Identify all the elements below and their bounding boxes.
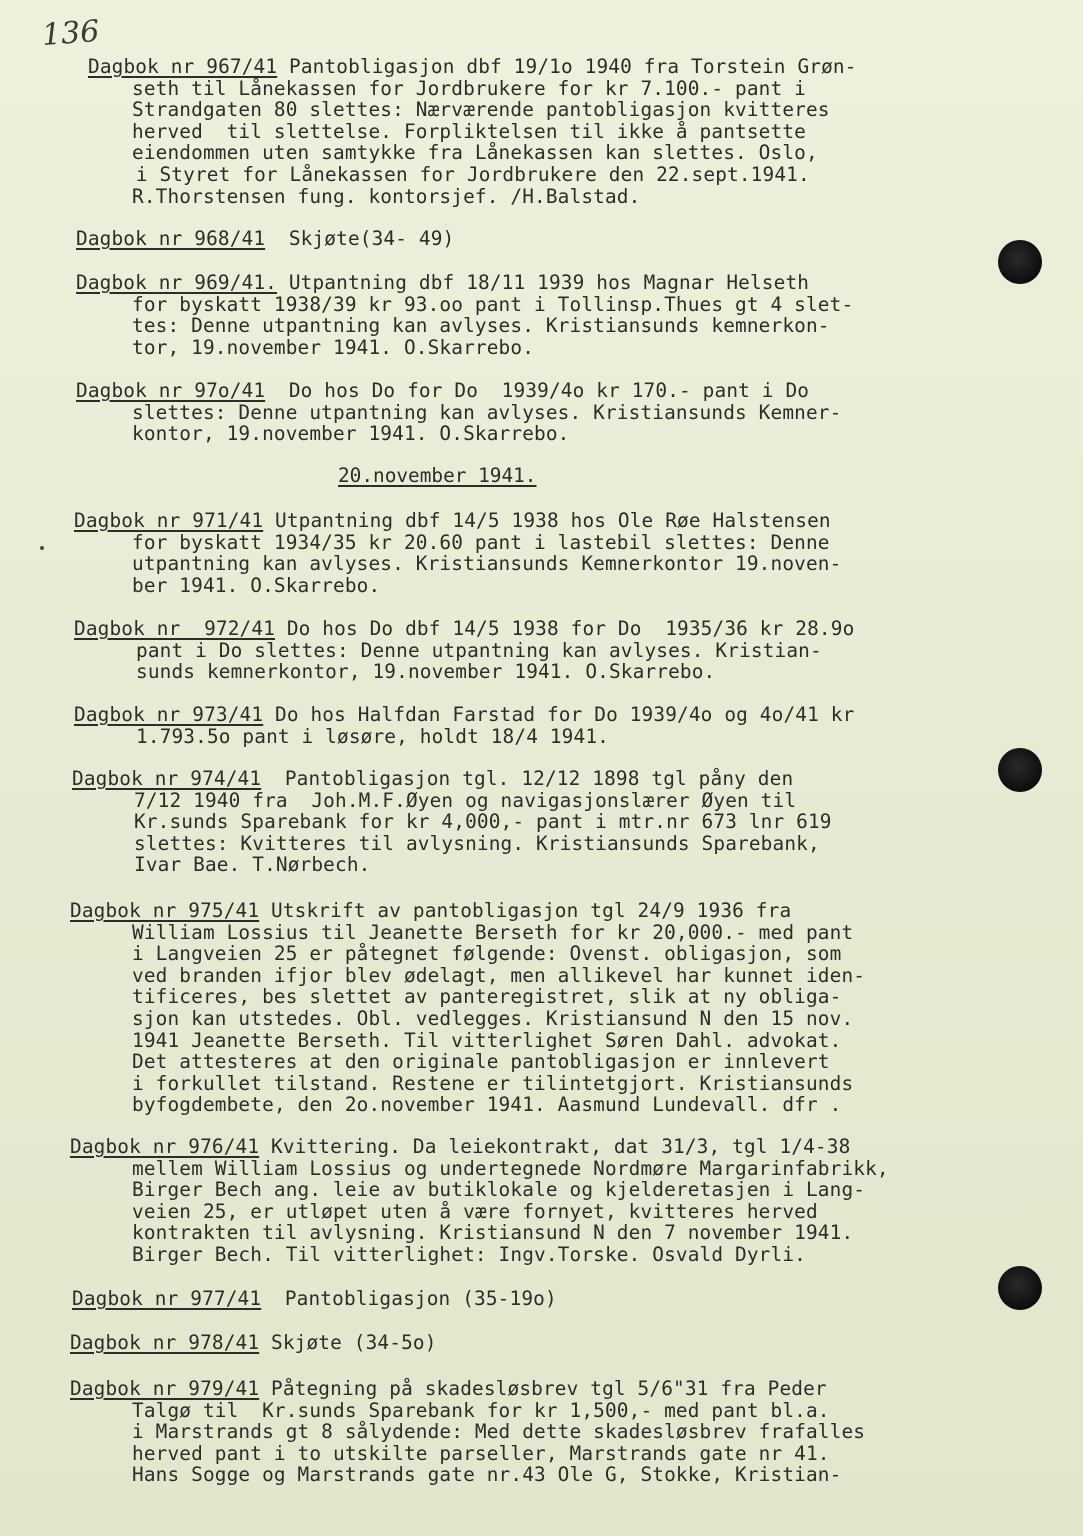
entry-line: Det attesteres at den originale pantobligasjon er innlevert (132, 1050, 830, 1074)
ledger-entry-968 (76, 228, 454, 250)
entry-line: i Marstrands gt 8 sålydende: Med dette skadesløsbrev frafalles (132, 1420, 866, 1444)
ledger-entry-972 (74, 618, 854, 683)
entry-ref: Dagbok nr 976/41 (70, 1135, 260, 1158)
entry-line: herved til slettelse. Forpliktelsen til ikke å pantsette (132, 119, 806, 143)
entry-line: byfogdembete, den 2o.november 1941. Aasmund Lundevall. dfr . (132, 1093, 842, 1117)
entry-line: 1.793.5o pant i løsøre, holdt 18/4 1941. (136, 724, 609, 748)
entry-text: Pantobligasjon dbf 19/1o 1940 fra Torstein Grøn- (277, 55, 857, 78)
ledger-entry-969 (76, 272, 853, 358)
ledger-entry-971 (74, 510, 841, 596)
ledger-entry-977 (72, 1288, 557, 1310)
entry-ref: Dagbok nr 971/41 (74, 509, 264, 532)
entry-line: R.Thorstensen fung. kontorsjef. /H.Balstad. (132, 184, 641, 208)
entry-ref: Dagbok nr 97o/41 (76, 379, 266, 402)
ledger-entry-979 (70, 1378, 865, 1486)
entry-text: Do hos Do dbf 14/5 1938 for Do 1935/36 kr 28.9o (275, 617, 855, 640)
entry-first-line (74, 618, 854, 640)
ledger-entry-975 (70, 900, 865, 1116)
entry-line: kontrakten til avlysning. Kristiansund N den 7 november 1941. (132, 1221, 854, 1245)
entry-text: Do hos Do for Do 1939/4o kr 170.- pant i Do (265, 379, 810, 402)
entry-ref: Dagbok nr 975/41 (70, 899, 260, 922)
entry-text: Utpantning dbf 18/11 1939 hos Magnar Helseth (277, 271, 810, 294)
page-number: 136 (40, 14, 101, 53)
entry-first-line (88, 56, 857, 78)
entry-first-line (76, 228, 454, 250)
entry-line: Birger Bech ang. leie av butiklokale og kjelderetasjen i Lang- (132, 1178, 866, 1202)
entry-line: ber 1941. O.Skarrebo. (132, 573, 381, 597)
entry-line: tificeres, bes slettet av panteregistret, slik at ny obliga- (132, 985, 842, 1009)
punch-hole (998, 1266, 1042, 1310)
entry-line: Ivar Bae. T.Nørbech. (134, 853, 371, 877)
entry-line: kontor, 19.november 1941. O.Skarrebo. (132, 422, 570, 446)
entry-line: eiendommen uten samtykke fra Lånekassen kan slettes. Oslo, (132, 141, 818, 165)
entry-line: pant i Do slettes: Denne utpantning kan avlyses. Kristian- (136, 638, 822, 662)
entry-line: slettes: Denne utpantning kan avlyses. Kristiansunds Kemner- (132, 400, 842, 424)
entry-text: Pantobligasjon (35-19o) (261, 1287, 557, 1310)
entry-ref: Dagbok nr 969/41. (76, 271, 278, 294)
entry-line: utpantning kan avlyses. Kristiansunds Kemnerkontor 19.noven- (132, 552, 842, 576)
entry-ref: Dagbok nr 978/41 (70, 1331, 260, 1354)
entry-ref: Dagbok nr 973/41 (74, 703, 264, 726)
entry-line: for byskatt 1938/39 kr 93.oo pant i Tollinsp.Thues gt 4 slet- (132, 292, 854, 316)
entry-line: slettes: Kvitteres til avlysning. Kristiansunds Sparebank, (134, 831, 820, 855)
entry-line: tes: Denne utpantning kan avlyses. Kristiansunds kemnerkon- (132, 314, 830, 338)
entry-line: for byskatt 1934/35 kr 20.60 pant i lastebil slettes: Denne (132, 530, 830, 554)
entry-text: Skjøte (34-5o) (259, 1331, 437, 1354)
entry-line: i Styret for Lånekassen for Jordbrukere den 22.sept.1941. (124, 162, 810, 186)
date-heading: 20.november 1941. (338, 464, 537, 487)
entry-first-line (76, 272, 853, 294)
entry-line: Strandgaten 80 slettes: Nærværende pantobligasjon kvitteres (132, 98, 830, 122)
entry-text: Kvittering. Da leiekontrakt, dat 31/3, tgl 1/4-38 (259, 1135, 851, 1158)
entry-line: 1941 Jeanette Berseth. Til vitterlighet Søren Dahl. advokat. (132, 1028, 842, 1052)
entry-line: i Langveien 25 er påtegnet følgende: Ovenst. obligasjon, som (132, 942, 842, 966)
ledger-entry-974 (72, 768, 832, 876)
entry-ref: Dagbok nr 972/41 (74, 617, 276, 640)
entry-text: Utpantning dbf 14/5 1938 hos Ole Røe Halstensen (263, 509, 831, 532)
entry-line: veien 25, er utløpet uten å være fornyet, kvitteres herved (132, 1199, 818, 1223)
ledger-entry-976 (70, 1136, 889, 1266)
entry-line: sjon kan utstedes. Obl. vedlegges. Kristiansund N den 15 nov. (132, 1006, 854, 1030)
ledger-entry-978 (70, 1332, 437, 1354)
entry-ref: Dagbok nr 967/41 (88, 55, 278, 78)
entry-first-line (70, 1332, 437, 1354)
ledger-entry-973 (74, 704, 854, 747)
entry-first-line (70, 1378, 865, 1400)
entry-first-line (74, 510, 841, 532)
entry-ref: Dagbok nr 977/41 (72, 1287, 262, 1310)
entry-line: Hans Sogge og Marstrands gate nr.43 Ole G, Stokke, Kristian- (132, 1463, 842, 1487)
entry-text: Påtegning på skadesløsbrev tgl 5/6"31 fra Peder (259, 1377, 827, 1400)
entry-line: seth til Lånekassen for Jordbrukere for kr 7.100.- pant i (132, 76, 806, 100)
entry-first-line (70, 1136, 889, 1158)
entry-text: Pantobligasjon tgl. 12/12 1898 tgl påny den (261, 767, 794, 790)
scan-mark (40, 546, 44, 550)
entry-line: mellem William Lossius og undertegnede Nordmøre Margarinfabrikk, (132, 1156, 889, 1180)
entry-line: herved pant i to utskilte parseller, Marstrands gate nr 41. (132, 1441, 830, 1465)
entry-line: ved branden ifjor blev ødelagt, men allikevel har kunnet iden- (132, 963, 866, 987)
ledger-entry-970 (76, 380, 841, 445)
entry-ref: Dagbok nr 974/41 (72, 767, 262, 790)
entry-line: 7/12 1940 fra Joh.M.F.Øyen og navigasjonslærer Øyen til (134, 788, 797, 812)
entry-first-line (74, 704, 854, 726)
entry-text: Skjøte(34- 49) (265, 227, 455, 250)
entry-ref: Dagbok nr 968/41 (76, 227, 266, 250)
entry-text: Utskrift av pantobligasjon tgl 24/9 1936 fra (259, 899, 792, 922)
entry-ref: Dagbok nr 979/41 (70, 1377, 260, 1400)
entry-line: William Lossius til Jeanette Berseth for kr 20,000.- med pant (132, 920, 854, 944)
entry-line: i forkullet tilstand. Restene er tilintetgjort. Kristiansunds (132, 1071, 854, 1095)
ledger-entry-967 (88, 56, 857, 207)
entry-first-line (76, 380, 841, 402)
entry-line: sunds kemnerkontor, 19.november 1941. O.Skarrebo. (136, 660, 716, 684)
entry-line: Talgø til Kr.sunds Sparebank for kr 1,500,- med pant bl.a. (132, 1398, 830, 1422)
entry-text: Do hos Halfdan Farstad for Do 1939/4o og 4o/41 kr (263, 703, 855, 726)
entry-first-line (72, 768, 832, 790)
entry-first-line (72, 1288, 557, 1310)
entry-line: tor, 19.november 1941. O.Skarrebo. (132, 335, 535, 359)
punch-hole (998, 240, 1042, 284)
punch-hole (998, 748, 1042, 792)
entry-line: Kr.sunds Sparebank for kr 4,000,- pant i mtr.nr 673 lnr 619 (134, 810, 832, 834)
entry-line: Birger Bech. Til vitterlighet: Ingv.Torske. Osvald Dyrli. (132, 1242, 806, 1266)
entry-first-line (70, 900, 865, 922)
